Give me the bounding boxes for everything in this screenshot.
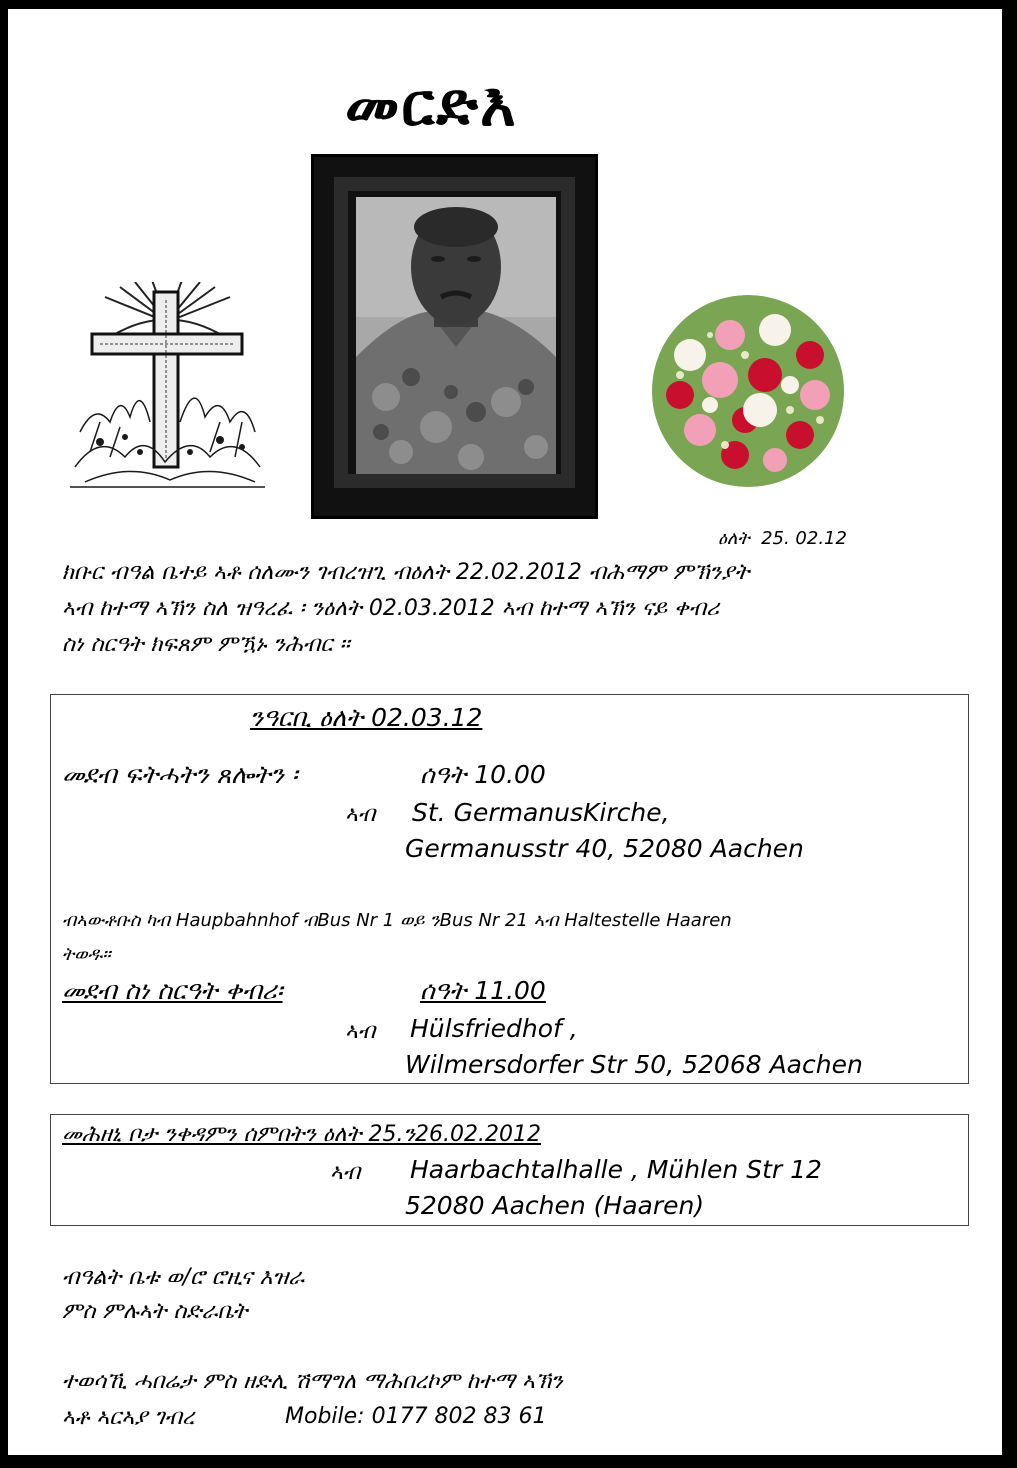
mourning-header: መሕዘኒ ቦታ ንቀዳምን ሰምበትን ዕለት 25.ን26.02.2012 (62, 1122, 541, 1147)
burial-time: ሰዓት 11.00 (420, 976, 546, 1005)
burial-place-2: Wilmersdorfer Str 50, 52068 Aachen (405, 1050, 863, 1079)
notice-date (718, 528, 847, 549)
mourning-place-1: Haarbachtalhalle , Mühlen Str 12 (410, 1155, 822, 1184)
intro-line-1: ክቡር ብዓል ቤተይ ኣቶ ሰለሙን ገብረዝጊ ብዕለት 22.02.2012 ብሕማም ምኽንያት (62, 560, 750, 585)
prayer-time: ሰዓት 10.00 (420, 760, 546, 789)
family-line-2: ምስ ምሉኣት ስድራቤት (62, 1299, 248, 1324)
date-value: 25. 02.12 (761, 528, 847, 549)
prayer-at-label: ኣብ (345, 802, 376, 827)
date-label: ዕለት (718, 528, 750, 549)
portrait-photo (356, 197, 556, 474)
burial-at-label: ኣብ (345, 1019, 376, 1044)
bus-directions: ብኣውቶቡስ ካብ Haupbahnhof ብBus Nr 1 ወይ ንBus Nr 21 ኣብ Haltestelle Haaren (62, 910, 732, 931)
intro-line-2: ኣብ ከተማ ኣኽን ስለ ዝዓረፈ ፡ ንዕለት 02.03.2012 ኣብ ከተማ ኣኽን ናይ ቀብሪ (62, 596, 720, 621)
flower-bouquet (650, 295, 846, 487)
prayer-title: መደብ ፍትሓትን ጸሎትን ፡ (62, 760, 298, 789)
cross-illustration (70, 282, 265, 492)
schedule-header: ንዓርቢ ዕለት 02.03.12 (250, 703, 483, 732)
prayer-place-2: Germanusstr 40, 52080 Aachen (405, 834, 804, 863)
contact-line: ተወሳኺ ሓበሬታ ምስ ዘድሊ ሽማግለ ማሕበረኮም ከተማ ኣኽን (62, 1369, 563, 1394)
mourning-place-2: 52080 Aachen (Haaren) (405, 1191, 705, 1220)
family-line-1: ብዓልት ቤቱ ወ/ሮ ሮዚና እዝራ (62, 1265, 305, 1290)
prayer-place-1: St. GermanusKirche, (412, 798, 670, 827)
contact-name: ኣቶ ኣርኣያ ገብረ (62, 1405, 195, 1430)
intro-line-3: ስነ ስርዓት ክፍጸም ምዃኑ ንሕብር ። (62, 632, 350, 657)
burial-place-1: Hülsfriedhof , (410, 1014, 578, 1043)
page-title: መርድእ (345, 70, 518, 140)
bus-directions-end: ትወዱ። (62, 944, 111, 965)
mourning-at-label: ኣብ (330, 1160, 361, 1185)
burial-title: መደብ ስነ ስርዓት ቀብሪ፡ (62, 976, 283, 1005)
contact-mobile: Mobile: 0177 802 83 61 (285, 1404, 547, 1429)
